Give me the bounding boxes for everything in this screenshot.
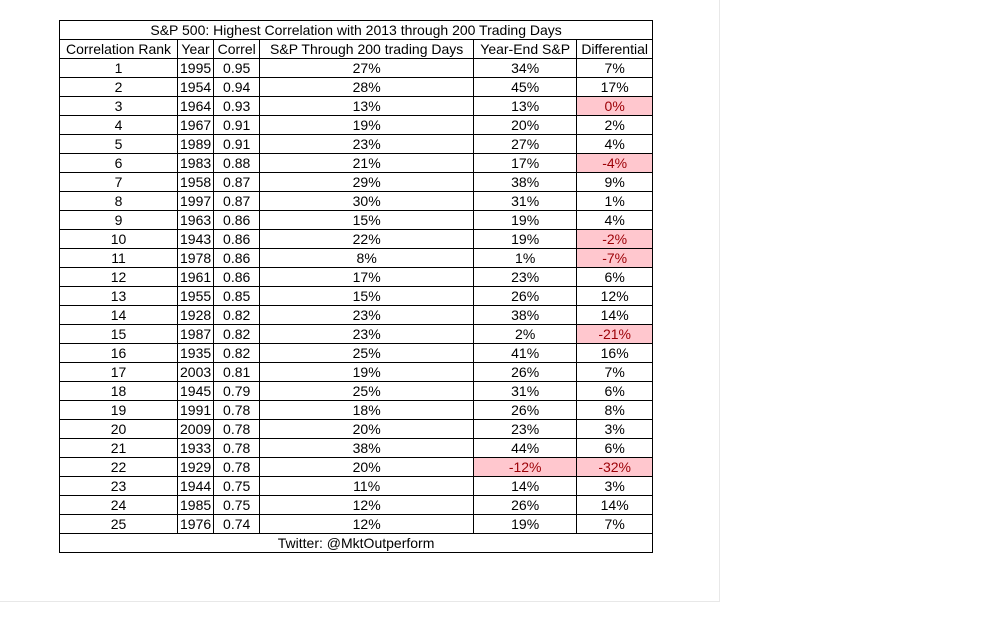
table-row xyxy=(60,192,653,211)
table-row xyxy=(60,135,653,154)
cell-year: 2009 xyxy=(178,420,214,439)
cell-year: 1944 xyxy=(178,477,214,496)
cell-through-200: 15% xyxy=(260,287,474,306)
cell-year-end: 19% xyxy=(474,211,577,230)
cell-rank: 18 xyxy=(60,382,178,401)
cell-differential: 6% xyxy=(577,382,653,401)
table-row xyxy=(60,230,653,249)
table-row xyxy=(60,173,653,192)
table-row xyxy=(60,249,653,268)
cell-correl: 0.95 xyxy=(214,59,260,78)
cell-correl: 0.86 xyxy=(214,268,260,287)
header-correlation-rank: Correlation Rank xyxy=(60,40,178,59)
header-sp-through-200: S&P Through 200 trading Days xyxy=(260,40,474,59)
cell-differential: 9% xyxy=(577,173,653,192)
cell-through-200: 13% xyxy=(260,97,474,116)
table-row xyxy=(60,116,653,135)
cell-year-end: 20% xyxy=(474,116,577,135)
footer-row xyxy=(60,534,653,553)
cell-correl: 0.74 xyxy=(214,515,260,534)
cell-rank: 24 xyxy=(60,496,178,515)
table-body xyxy=(60,59,653,534)
cell-through-200: 20% xyxy=(260,420,474,439)
cell-through-200: 30% xyxy=(260,192,474,211)
cell-correl: 0.78 xyxy=(214,439,260,458)
cell-year: 1987 xyxy=(178,325,214,344)
cell-year: 1963 xyxy=(178,211,214,230)
table-row xyxy=(60,97,653,116)
cell-through-200: 21% xyxy=(260,154,474,173)
cell-correl: 0.87 xyxy=(214,192,260,211)
cell-year-end: 44% xyxy=(474,439,577,458)
header-year: Year xyxy=(178,40,214,59)
table-row xyxy=(60,458,653,477)
cell-differential: 7% xyxy=(577,363,653,382)
cell-differential: 14% xyxy=(577,496,653,515)
cell-differential: -32% xyxy=(577,458,653,477)
table-row xyxy=(60,306,653,325)
table-row xyxy=(60,287,653,306)
cell-correl: 0.82 xyxy=(214,344,260,363)
cell-year-end: 19% xyxy=(474,515,577,534)
cell-through-200: 17% xyxy=(260,268,474,287)
header-correl: Correl xyxy=(214,40,260,59)
cell-rank: 16 xyxy=(60,344,178,363)
table-row xyxy=(60,78,653,97)
cell-year-end: 13% xyxy=(474,97,577,116)
twitter-credit: Twitter: @MktOutperform xyxy=(60,534,653,553)
cell-year: 1954 xyxy=(178,78,214,97)
cell-year-end: 2% xyxy=(474,325,577,344)
cell-year: 1997 xyxy=(178,192,214,211)
table-title: S&P 500: Highest Correlation with 2013 through 200 Trading Days xyxy=(60,21,653,40)
cell-differential: -4% xyxy=(577,154,653,173)
title-row xyxy=(60,21,653,40)
cell-differential: 6% xyxy=(577,268,653,287)
cell-rank: 3 xyxy=(60,97,178,116)
cell-rank: 8 xyxy=(60,192,178,211)
cell-differential: 12% xyxy=(577,287,653,306)
cell-year: 1943 xyxy=(178,230,214,249)
table-row xyxy=(60,477,653,496)
cell-rank: 4 xyxy=(60,116,178,135)
cell-year: 1991 xyxy=(178,401,214,420)
cell-differential: -21% xyxy=(577,325,653,344)
header-differential: Differential xyxy=(577,40,653,59)
cell-differential: 7% xyxy=(577,59,653,78)
cell-differential: 16% xyxy=(577,344,653,363)
cell-year-end: 34% xyxy=(474,59,577,78)
table-row xyxy=(60,363,653,382)
cell-correl: 0.86 xyxy=(214,211,260,230)
cell-through-200: 8% xyxy=(260,249,474,268)
cell-correl: 0.75 xyxy=(214,477,260,496)
cell-year: 1945 xyxy=(178,382,214,401)
cell-rank: 6 xyxy=(60,154,178,173)
cell-differential: 4% xyxy=(577,211,653,230)
cell-rank: 10 xyxy=(60,230,178,249)
cell-year-end: 27% xyxy=(474,135,577,154)
cell-rank: 5 xyxy=(60,135,178,154)
cell-through-200: 18% xyxy=(260,401,474,420)
cell-year: 1967 xyxy=(178,116,214,135)
table-row xyxy=(60,59,653,78)
cell-rank: 9 xyxy=(60,211,178,230)
cell-through-200: 25% xyxy=(260,382,474,401)
cell-correl: 0.82 xyxy=(214,306,260,325)
cell-rank: 23 xyxy=(60,477,178,496)
table-row xyxy=(60,420,653,439)
cell-through-200: 22% xyxy=(260,230,474,249)
cell-differential: 8% xyxy=(577,401,653,420)
cell-rank: 12 xyxy=(60,268,178,287)
table-row xyxy=(60,154,653,173)
cell-rank: 11 xyxy=(60,249,178,268)
cell-correl: 0.91 xyxy=(214,116,260,135)
cell-year-end: 1% xyxy=(474,249,577,268)
cell-year-end: 26% xyxy=(474,363,577,382)
cell-correl: 0.87 xyxy=(214,173,260,192)
cell-year: 1985 xyxy=(178,496,214,515)
cell-correl: 0.78 xyxy=(214,458,260,477)
table-row xyxy=(60,211,653,230)
cell-rank: 1 xyxy=(60,59,178,78)
correlation-table xyxy=(59,20,653,553)
cell-year: 1964 xyxy=(178,97,214,116)
cell-through-200: 12% xyxy=(260,496,474,515)
cell-through-200: 12% xyxy=(260,515,474,534)
cell-year: 1955 xyxy=(178,287,214,306)
header-year-end-sp: Year-End S&P xyxy=(474,40,577,59)
cell-year-end: 14% xyxy=(474,477,577,496)
cell-correl: 0.94 xyxy=(214,78,260,97)
cell-rank: 14 xyxy=(60,306,178,325)
cell-through-200: 23% xyxy=(260,306,474,325)
cell-through-200: 28% xyxy=(260,78,474,97)
cell-rank: 22 xyxy=(60,458,178,477)
cell-rank: 17 xyxy=(60,363,178,382)
cell-correl: 0.91 xyxy=(214,135,260,154)
cell-rank: 20 xyxy=(60,420,178,439)
cell-year: 1961 xyxy=(178,268,214,287)
cell-rank: 2 xyxy=(60,78,178,97)
cell-differential: 6% xyxy=(577,439,653,458)
cell-correl: 0.86 xyxy=(214,249,260,268)
table-row xyxy=(60,401,653,420)
cell-year: 1958 xyxy=(178,173,214,192)
cell-correl: 0.81 xyxy=(214,363,260,382)
cell-through-200: 11% xyxy=(260,477,474,496)
cell-differential: 3% xyxy=(577,477,653,496)
cell-differential: 3% xyxy=(577,420,653,439)
cell-year-end: 26% xyxy=(474,496,577,515)
cell-year-end: 45% xyxy=(474,78,577,97)
table-row xyxy=(60,496,653,515)
cell-year-end: 26% xyxy=(474,287,577,306)
cell-through-200: 38% xyxy=(260,439,474,458)
cell-differential: 17% xyxy=(577,78,653,97)
cell-year-end: 38% xyxy=(474,306,577,325)
cell-differential: -7% xyxy=(577,249,653,268)
table-row xyxy=(60,325,653,344)
table-row xyxy=(60,382,653,401)
cell-correl: 0.79 xyxy=(214,382,260,401)
header-row xyxy=(60,40,653,59)
table-row xyxy=(60,515,653,534)
cell-rank: 13 xyxy=(60,287,178,306)
cell-through-200: 27% xyxy=(260,59,474,78)
cell-through-200: 15% xyxy=(260,211,474,230)
cell-year: 1995 xyxy=(178,59,214,78)
cell-correl: 0.86 xyxy=(214,230,260,249)
cell-differential: 1% xyxy=(577,192,653,211)
cell-differential: 2% xyxy=(577,116,653,135)
cell-through-200: 23% xyxy=(260,135,474,154)
cell-year-end: 31% xyxy=(474,382,577,401)
cell-year-end: 38% xyxy=(474,173,577,192)
cell-differential: 0% xyxy=(577,97,653,116)
cell-year: 1935 xyxy=(178,344,214,363)
cell-year-end: 19% xyxy=(474,230,577,249)
cell-through-200: 19% xyxy=(260,363,474,382)
cell-rank: 19 xyxy=(60,401,178,420)
cell-year: 1933 xyxy=(178,439,214,458)
cell-correl: 0.78 xyxy=(214,401,260,420)
cell-year-end: 41% xyxy=(474,344,577,363)
cell-correl: 0.78 xyxy=(214,420,260,439)
cell-differential: -2% xyxy=(577,230,653,249)
cell-differential: 7% xyxy=(577,515,653,534)
cell-rank: 25 xyxy=(60,515,178,534)
cell-year: 1989 xyxy=(178,135,214,154)
cell-year: 1976 xyxy=(178,515,214,534)
cell-year-end: 23% xyxy=(474,268,577,287)
cell-through-200: 20% xyxy=(260,458,474,477)
table-row xyxy=(60,268,653,287)
cell-differential: 4% xyxy=(577,135,653,154)
cell-correl: 0.82 xyxy=(214,325,260,344)
table-row xyxy=(60,344,653,363)
cell-year: 2003 xyxy=(178,363,214,382)
cell-correl: 0.88 xyxy=(214,154,260,173)
cell-through-200: 25% xyxy=(260,344,474,363)
cell-year-end: 26% xyxy=(474,401,577,420)
cell-year-end: 23% xyxy=(474,420,577,439)
cell-rank: 21 xyxy=(60,439,178,458)
table-row xyxy=(60,439,653,458)
cell-differential: 14% xyxy=(577,306,653,325)
cell-year: 1983 xyxy=(178,154,214,173)
cell-rank: 15 xyxy=(60,325,178,344)
cell-rank: 7 xyxy=(60,173,178,192)
cell-year-end: 31% xyxy=(474,192,577,211)
cell-through-200: 23% xyxy=(260,325,474,344)
cell-year: 1929 xyxy=(178,458,214,477)
cell-through-200: 19% xyxy=(260,116,474,135)
cell-year: 1928 xyxy=(178,306,214,325)
cell-year: 1978 xyxy=(178,249,214,268)
cell-year-end: -12% xyxy=(474,458,577,477)
cell-correl: 0.93 xyxy=(214,97,260,116)
cell-correl: 0.75 xyxy=(214,496,260,515)
cell-through-200: 29% xyxy=(260,173,474,192)
cell-year-end: 17% xyxy=(474,154,577,173)
cell-correl: 0.85 xyxy=(214,287,260,306)
